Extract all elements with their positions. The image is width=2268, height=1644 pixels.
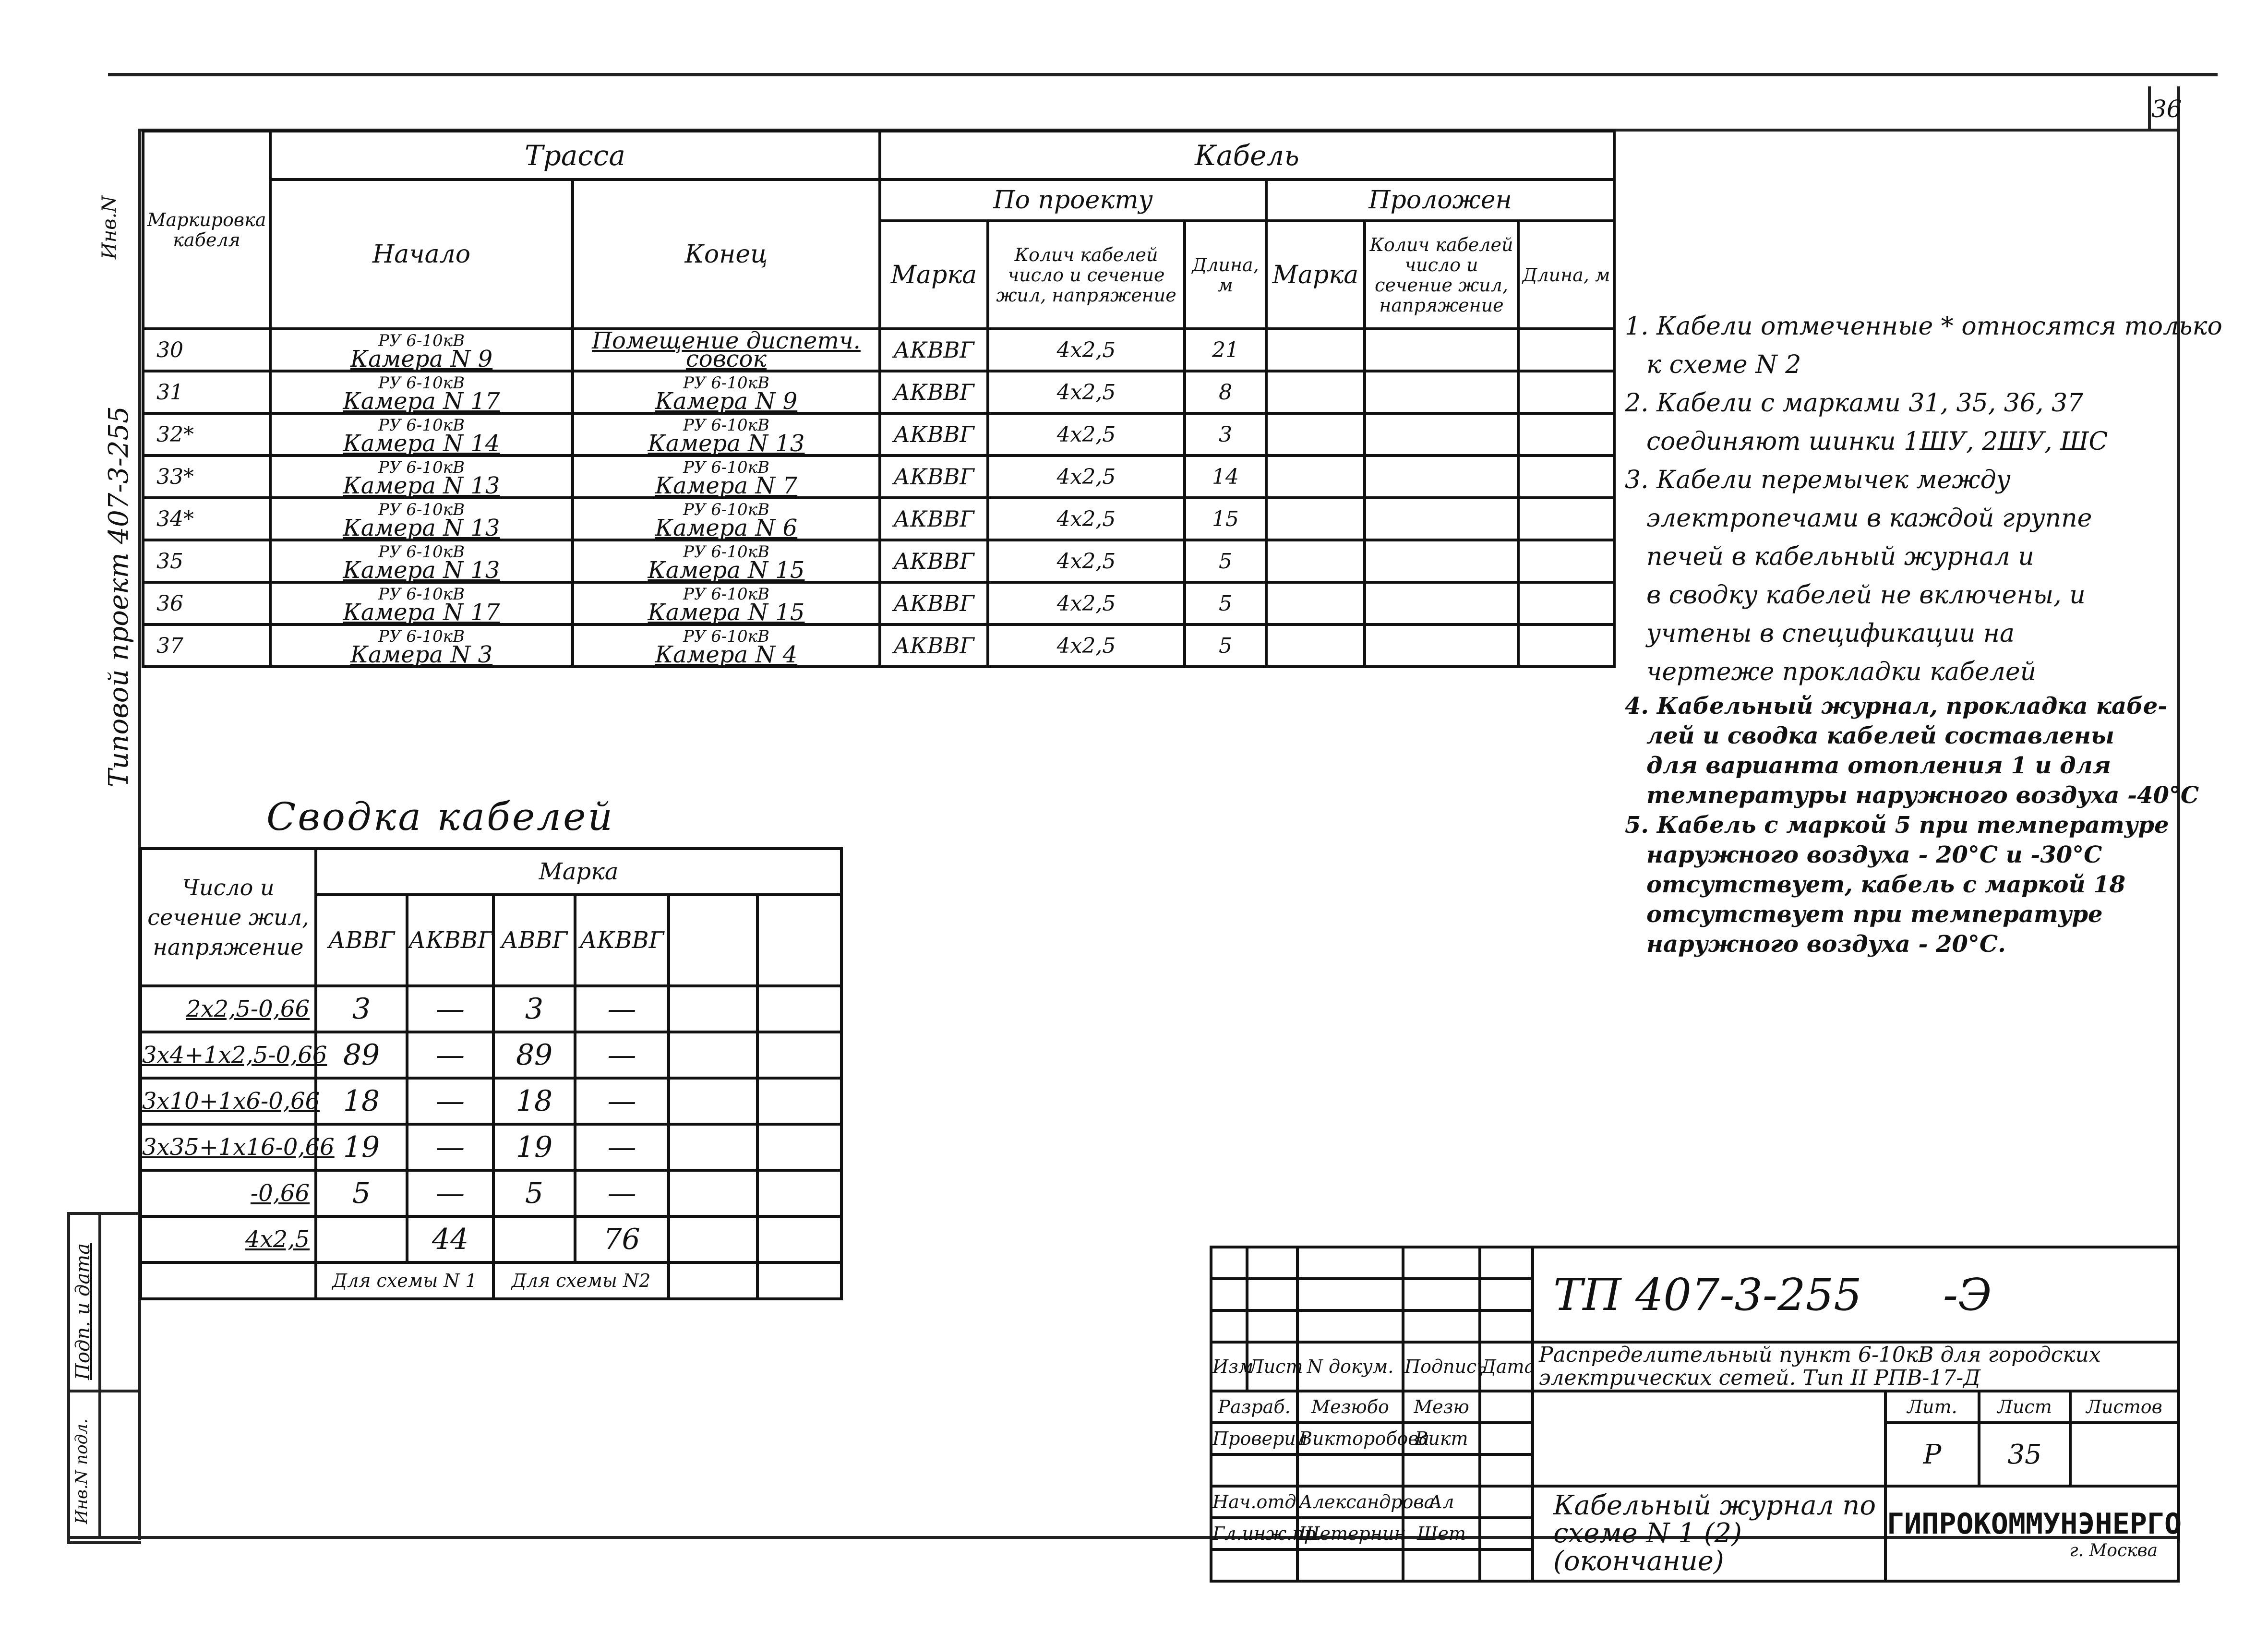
tb-cell [1297,1310,1403,1342]
route-start-top: РУ 6-10кВ [378,416,465,435]
tb-sheets-label: Листов [2070,1391,2178,1423]
laid-length [1518,540,1614,582]
route-start-chamber: Камера N 13 [343,515,500,541]
journal-row [143,456,1614,498]
route-end [573,540,880,582]
note-bold-line: 4. Кабельный журнал, прокладка кабе- [1625,693,2168,720]
tb-role: Нач.отд. [1211,1486,1297,1518]
summary-row-label: 3x4+1x2,5-0,66 [141,1032,316,1078]
summary-row [141,1078,841,1124]
route-end [573,498,880,540]
top-border-line [108,73,2218,76]
cable-length: 5 [1185,624,1266,667]
tb-city: г. Москва [2069,1540,2158,1560]
laid-length [1518,498,1614,540]
note-line: печей в кабельный журнал и [1646,542,2034,571]
tb-sign: Шет [1403,1518,1480,1549]
summary-value [669,1124,757,1170]
summary-value [757,1216,841,1262]
cable-section: 4x2,5 [988,540,1185,582]
tb-name: Мезюбо [1297,1391,1403,1423]
tb-code-cell [1533,1247,2178,1342]
cable-brand: АКВВГ [880,582,988,624]
tb-cell [1247,1279,1297,1310]
cable-section: 4x2,5 [988,329,1185,371]
route-start [270,413,573,456]
route-start-chamber: Камера N 13 [343,557,500,584]
header-end: Конец [573,180,880,329]
tb-cell [1297,1279,1403,1310]
summary-value: 5 [316,1170,407,1216]
header-laid: Проложен [1266,180,1614,221]
route-end-chamber: Камера N 15 [648,557,805,584]
route-start-top: РУ 6-10кВ [378,373,465,393]
tb-role: Гл.инж.пр. [1211,1518,1297,1549]
note-bold-line: лей и сводка кабелей составлены [1646,722,2114,749]
summary-header-brand: Марка [316,849,841,895]
cable-brand: АКВВГ [880,624,988,667]
route-start [270,498,573,540]
tb-org: ГИПРОКОММУНЭНЕРГО [1887,1507,2182,1541]
cable-brand: АКВВГ [880,498,988,540]
cable-length: 3 [1185,413,1266,456]
note-line: в сводку кабелей не включены, и [1646,581,2086,610]
cable-id: 37 [143,624,270,667]
tb-date [1480,1518,1533,1549]
tb-cell [1211,1247,1247,1279]
cable-brand: АКВВГ [880,371,988,413]
summary-value [757,986,841,1032]
summary-row [141,1170,841,1216]
route-end-top: РУ 6-10кВ [683,500,769,519]
summary-value: — [407,986,493,1032]
route-end-chamber: Камера N 13 [648,430,805,457]
journal-row [143,624,1614,667]
route-start-chamber: Камера N 13 [343,472,500,499]
route-start [270,371,573,413]
summary-brand [669,895,757,986]
side-stamp-divider2 [67,1390,138,1392]
cable-length: 8 [1185,371,1266,413]
summary-row [141,1216,841,1262]
summary-title: Сводка кабелей [266,794,614,839]
cable-section: 4x2,5 [988,456,1185,498]
summary-row-label: 3x35+1x16-0,66 [141,1124,316,1170]
side-stamp-divider [98,1212,101,1538]
title-block [1210,1246,2180,1583]
laid-brand [1266,329,1365,371]
notes-block [1625,307,2222,959]
summary-value [757,1170,841,1216]
tb-cell [1480,1247,1533,1279]
note-bold-line: 5. Кабель с маркой 5 при температуре [1625,812,2169,839]
route-end [573,413,880,456]
laid-section [1365,413,1518,456]
summary-value: 76 [575,1216,669,1262]
tb-date [1480,1486,1533,1518]
laid-brand [1266,624,1365,667]
cable-length: 5 [1185,582,1266,624]
summary-row [141,986,841,1032]
route-start [270,540,573,582]
route-end-chamber: Помещение диспетч. совсок [592,327,861,372]
laid-length [1518,371,1614,413]
summary-row [141,1032,841,1078]
tb-role: Разраб. [1211,1391,1297,1423]
cable-id: 31 [143,371,270,413]
route-start [270,329,573,371]
header-cable: Кабель [880,131,1614,180]
note-line: чертеже прокладки кабелей [1646,658,2037,686]
header-count-project: Колич кабелей число и сечение жил, напряжение [988,221,1185,329]
note-bold-line: для варианта отопления 1 и для [1646,752,2111,779]
route-end-top: РУ 6-10кВ [683,627,769,646]
summary-value [493,1216,575,1262]
laid-brand [1266,456,1365,498]
laid-section [1365,456,1518,498]
summary-row-label: 4x2,5 [141,1216,316,1262]
journal-row [143,413,1614,456]
summary-brand: АКВВГ [407,895,493,986]
tb-cell [1403,1549,1480,1581]
summary-value: 5 [493,1170,575,1216]
tb-subject: Распределительный пункт 6-10кВ для городских электрических сетей. Тип II РПВ-17-Д [1533,1342,2178,1391]
cable-journal-table [142,130,1616,668]
side-sign-date: Подп. и дата [72,1243,94,1380]
journal-row [143,498,1614,540]
tb-sign: Ал [1403,1486,1480,1518]
route-end [573,371,880,413]
note-line: к схеме N 2 [1646,350,1801,379]
summary-value: 18 [493,1078,575,1124]
cable-id: 34* [143,498,270,540]
route-end [573,456,880,498]
laid-brand [1266,498,1365,540]
summary-value: — [407,1124,493,1170]
summary-value: 19 [316,1124,407,1170]
tb-role: Проверил [1211,1423,1297,1454]
cable-section: 4x2,5 [988,582,1185,624]
tb-blank-area [1533,1391,1885,1486]
summary-value: 89 [316,1032,407,1078]
summary-brand: АВВГ [316,895,407,986]
summary-row-label: -0,66 [141,1170,316,1216]
summary-value [669,1032,757,1078]
summary-value: 3 [493,986,575,1032]
route-end-chamber: Камера N 15 [648,599,805,626]
route-end [573,582,880,624]
laid-length [1518,582,1614,624]
header-by-project: По проекту [880,180,1266,221]
tb-cell [1297,1454,1403,1486]
summary-brand [757,895,841,986]
tb-code: ТП 407-3-255 [1553,1269,1862,1320]
side-inv-original: Инв.N подл. [72,1418,91,1524]
laid-length [1518,456,1614,498]
laid-brand [1266,413,1365,456]
summary-value [757,1032,841,1078]
summary-value [757,1078,841,1124]
note-line: электропечами в каждой группе [1646,504,2092,533]
tb-label-sign: Подпись [1403,1342,1480,1391]
note-bold-line: отсутствует при температуре [1646,901,2103,928]
tb-cell [1297,1549,1403,1581]
note-bold-line: наружного воздуха - 20°С и -30°С [1646,841,2102,868]
route-start [270,624,573,667]
cable-id: 32* [143,413,270,456]
tb-cell [1403,1247,1480,1279]
note-bold-line: температуры наружного воздуха -40°С [1646,782,2199,809]
tb-org-cell [1885,1486,2182,1581]
route-end-top: РУ 6-10кВ [683,458,769,477]
laid-section [1365,498,1518,540]
laid-section [1365,582,1518,624]
cable-brand: АКВВГ [880,413,988,456]
header-length-laid: Длина, м [1518,221,1614,329]
journal-row [143,582,1614,624]
laid-section [1365,329,1518,371]
cable-section: 4x2,5 [988,498,1185,540]
cable-summary-table [139,847,843,1300]
summary-value: — [575,1078,669,1124]
tb-cell [1211,1454,1297,1486]
tb-cell [1211,1310,1247,1342]
summary-footer-blank3 [757,1262,841,1299]
summary-value: — [407,1032,493,1078]
tb-cell [1480,1279,1533,1310]
cable-brand: АКВВГ [880,329,988,371]
route-end-top: РУ 6-10кВ [683,585,769,604]
cable-length: 21 [1185,329,1266,371]
route-start-top: РУ 6-10кВ [378,458,465,477]
side-typical-project: Типовой проект 407-3-255 [103,406,134,787]
header-count-laid: Колич кабелей число и сечение жил, напряжение [1365,221,1518,329]
note-line: соединяют шинки 1ШУ, 2ШУ, ШС [1646,427,2108,456]
route-end-top: РУ 6-10кВ [683,416,769,435]
tb-label-date: Дата [1480,1342,1533,1391]
summary-brand: АВВГ [493,895,575,986]
cable-brand: АКВВГ [880,540,988,582]
summary-footer-scheme2: Для схемы N2 [493,1262,669,1299]
summary-value [757,1124,841,1170]
tb-drawing-name: Кабельный журнал по схеме N 1 (2) (окончание) [1533,1486,1885,1581]
tb-sign: Викт [1403,1423,1480,1454]
route-start-chamber: Камера N 3 [350,641,493,668]
tb-cell [1211,1279,1247,1310]
laid-brand [1266,540,1365,582]
route-end [573,624,880,667]
tb-cell [1403,1310,1480,1342]
journal-row [143,329,1614,371]
route-end-chamber: Камера N 9 [655,388,798,415]
summary-value: 89 [493,1032,575,1078]
tb-cell [1480,1454,1533,1486]
tb-label-list: Лист [1247,1342,1297,1391]
summary-value: 3 [316,986,407,1032]
summary-row-label: 2x2,5-0,66 [141,986,316,1032]
note-line: 1. Кабели отмеченные * относятся только [1625,312,2222,341]
tb-name: Александрова [1297,1486,1403,1518]
summary-value: — [575,986,669,1032]
note-bold-line: наружного воздуха - 20°С. [1646,931,2006,958]
tb-cell [1403,1279,1480,1310]
route-start-chamber: Камера N 17 [343,388,500,415]
cable-section: 4x2,5 [988,624,1185,667]
cable-id: 33* [143,456,270,498]
tb-label-izm: Изм [1211,1342,1247,1391]
tb-label-doc: N докум. [1297,1342,1403,1391]
route-start [270,456,573,498]
route-end-top: РУ 6-10кВ [683,373,769,393]
tb-name: Шетернин [1297,1518,1403,1549]
summary-value: 18 [316,1078,407,1124]
cable-brand: АКВВГ [880,456,988,498]
laid-section [1365,624,1518,667]
route-start [270,582,573,624]
tb-cell [1297,1247,1403,1279]
route-start-top: РУ 6-10кВ [378,585,465,604]
tb-name: Викторобова [1297,1423,1403,1454]
laid-section [1365,371,1518,413]
laid-section [1365,540,1518,582]
summary-row-label: 3x10+1x6-0,66 [141,1078,316,1124]
tb-sign: Мезю [1403,1391,1480,1423]
route-end-top: РУ 6-10кВ [683,542,769,562]
note-bold-line: отсутствует, кабель с маркой 18 [1646,871,2125,898]
tb-date [1480,1391,1533,1423]
cable-id: 35 [143,540,270,582]
laid-brand [1266,582,1365,624]
laid-brand [1266,371,1365,413]
tb-date [1480,1423,1533,1454]
header-start: Начало [270,180,573,329]
tb-stage: Р [1885,1423,1979,1486]
tb-cell [1480,1310,1533,1342]
tb-code-suffix: -Э [1943,1269,1992,1320]
tb-cell [1211,1549,1297,1581]
note-line: 3. Кабели перемычек между [1625,466,2011,494]
cable-length: 5 [1185,540,1266,582]
route-start-top: РУ 6-10кВ [378,542,465,562]
cable-section: 4x2,5 [988,371,1185,413]
summary-value [669,1078,757,1124]
summary-footer-blank [141,1262,316,1299]
route-end [573,329,880,371]
route-end-chamber: Камера N 6 [655,515,798,541]
summary-value: — [575,1124,669,1170]
header-length-project: Длина, м [1185,221,1266,329]
summary-value: 44 [407,1216,493,1262]
tb-cell [1247,1310,1297,1342]
route-end-chamber: Камера N 7 [655,472,798,499]
journal-row [143,371,1614,413]
route-end-chamber: Камера N 4 [655,641,798,668]
summary-value [669,986,757,1032]
summary-row [141,1124,841,1170]
journal-row [143,540,1614,582]
summary-header-left: Число и сечение жил, напряжение [141,849,316,986]
laid-length [1518,624,1614,667]
note-line: учтены в спецификации на [1646,619,2015,648]
tb-cell [1480,1549,1533,1581]
tb-sheet: 35 [1979,1423,2070,1486]
route-start-chamber: Камера N 9 [350,346,493,372]
summary-footer-blank2 [669,1262,757,1299]
note-line: 2. Кабели с марками 31, 35, 36, 37 [1625,389,2084,418]
route-start-chamber: Камера N 17 [343,599,500,626]
summary-value [669,1170,757,1216]
summary-value [669,1216,757,1262]
route-start-top: РУ 6-10кВ [378,500,465,519]
header-marking: Маркировка кабеля [143,131,270,329]
summary-brand: АКВВГ [575,895,669,986]
tb-stage-label: Лит. [1885,1391,1979,1423]
sheet-number: 36 [2151,95,2182,123]
route-start-chamber: Камера N 14 [343,430,500,457]
cable-section: 4x2,5 [988,413,1185,456]
tb-cell [1403,1454,1480,1486]
summary-value: — [575,1170,669,1216]
tb-sheets [2070,1423,2178,1486]
summary-value [316,1216,407,1262]
summary-value: — [407,1078,493,1124]
route-start-top: РУ 6-10кВ [378,331,465,350]
cable-id: 30 [143,329,270,371]
cable-length: 14 [1185,456,1266,498]
side-inv-no: Инв.N [98,195,120,259]
summary-value: — [575,1032,669,1078]
summary-value: 19 [493,1124,575,1170]
route-start-top: РУ 6-10кВ [378,627,465,646]
cable-length: 15 [1185,498,1266,540]
summary-footer-scheme1: Для схемы N 1 [316,1262,493,1299]
header-route: Трасса [270,131,880,180]
tb-cell [1247,1247,1297,1279]
header-brand-laid: Марка [1266,221,1365,329]
laid-length [1518,329,1614,371]
laid-length [1518,413,1614,456]
summary-value: — [407,1170,493,1216]
cable-id: 36 [143,582,270,624]
tb-sheet-label: Лист [1979,1391,2070,1423]
header-brand-project: Марка [880,221,988,329]
